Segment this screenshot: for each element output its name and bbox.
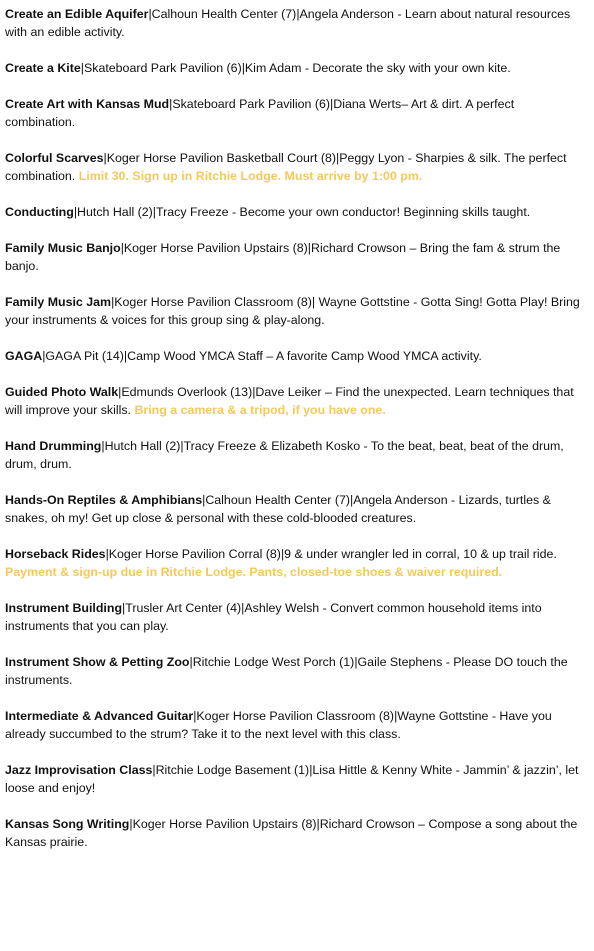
activity-location: Koger Horse Pavilion Basketball Court (8): [106, 151, 337, 165]
activity-location: Trusler Art Center (4): [125, 601, 242, 615]
activity-title: Create Art with Kansas Mud: [5, 97, 170, 111]
activity-entry: Create a Kite|Skateboard Park Pavilion (6)|Kim Adam - Decorate the sky with your own kite.: [5, 61, 511, 75]
activity-location: Ritchie Lodge Basement (1): [155, 763, 310, 777]
activity-entry: Conducting|Hutch Hall (2)|Tracy Freeze - Become your own conductor! Beginning skills taught.: [5, 205, 531, 219]
activity-title: Family Music Banjo: [5, 241, 121, 255]
activity-description: Angela Anderson - Learn about natural resources with an edible activity.: [5, 7, 571, 39]
activity-title: Instrument Building: [5, 601, 123, 615]
activity-entry: Colorful Scarves|Koger Horse Pavilion Basketball Court (8)|Peggy Lyon - Sharpies & silk. The perfect combination. Limit 30. Sign up in Ritchie Lodge. Must arrive by 1:00 pm.: [5, 151, 567, 183]
activity-title: Create an Edible Aquifer: [5, 7, 149, 21]
activity-title: Colorful Scarves: [5, 151, 104, 165]
activity-location: Koger Horse Pavilion Classroom (8): [114, 295, 312, 309]
activity-location: Skateboard Park Pavilion (6): [172, 97, 331, 111]
activity-title: GAGA: [5, 349, 43, 363]
activity-title: Family Music Jam: [5, 295, 112, 309]
activity-entry: Family Music Banjo|Koger Horse Pavilion Upstairs (8)|Richard Crowson – Bring the fam & strum the banjo.: [5, 241, 561, 273]
activity-description: Richard Crowson – Compose a song about the Kansas prairie.: [5, 817, 578, 849]
activity-description: Wayne Gottstine - Have you already succumbed to the strum? Take it to the next level with this class.: [5, 709, 552, 741]
activity-location: Hutch Hall (2): [104, 439, 181, 453]
activity-description: 9 & under wrangler led in corral, 10 & up trail ride.: [284, 547, 557, 561]
activity-description: Lisa Hittle & Kenny White - Jammin’ & jazzin’, let loose and enjoy!: [5, 763, 579, 795]
activity-location: Hutch Hall (2): [77, 205, 153, 219]
activity-title: Create a Kite: [5, 61, 81, 75]
activity-description: Tracy Freeze & Elizabeth Kosko - To the beat, beat, beat of the drum, drum, drum.: [5, 439, 564, 471]
activity-entry: Hands-On Reptiles & Amphibians|Calhoun Health Center (7)|Angela Anderson - Lizards, turtles & snakes, oh my! Get up close & personal with these cold-blooded creatures.: [5, 493, 551, 525]
activity-entry: Instrument Show & Petting Zoo|Ritchie Lodge West Porch (1)|Gaile Stephens - Please DO touch the instruments.: [5, 655, 568, 687]
activity-description: Camp Wood YMCA Staff – A favorite Camp Wood YMCA activity.: [127, 349, 482, 363]
activity-title: Instrument Show & Petting Zoo: [5, 655, 190, 669]
activity-description: Ashley Welsh - Convert common household items into instruments that you can play.: [5, 601, 542, 633]
activity-entry: Jazz Improvisation Class|Ritchie Lodge Basement (1)|Lisa Hittle & Kenny White - Jammin’ & jazzin’, let loose and enjoy!: [5, 763, 579, 795]
activity-entry: Intermediate & Advanced Guitar|Koger Horse Pavilion Classroom (8)|Wayne Gottstine - Have you already succumbed to the strum? Take it to the next level with this class.: [5, 709, 552, 741]
activity-title: Horseback Rides: [5, 547, 106, 561]
activity-description: Dave Leiker – Find the unexpected. Learn techniques that will improve your skills.: [5, 385, 574, 417]
activity-highlight-note: Bring a camera & a tripod, if you have one.: [134, 403, 386, 417]
activity-location: Koger Horse Pavilion Classroom (8): [196, 709, 395, 723]
activity-location: Calhoun Health Center (7): [151, 7, 297, 21]
activity-location: Edmunds Overlook (13): [121, 385, 253, 399]
activity-location: Koger Horse Pavilion Corral (8): [108, 547, 281, 561]
activity-location: Koger Horse Pavilion Upstairs (8): [123, 241, 308, 255]
activity-entry: Instrument Building|Trusler Art Center (4)|Ashley Welsh - Convert common household items into instruments that you can play.: [5, 601, 542, 633]
activity-location: Skateboard Park Pavilion (6): [83, 61, 242, 75]
activity-description: Kim Adam - Decorate the sky with your own kite.: [244, 61, 511, 75]
activity-description: Gaile Stephens - Please DO touch the instruments.: [5, 655, 568, 687]
activity-title: Guided Photo Walk: [5, 385, 119, 399]
activity-description: Angela Anderson - Lizards, turtles & snakes, oh my! Get up close & personal with these cold-blooded creatures.: [5, 493, 551, 525]
activity-entry: Create an Edible Aquifer|Calhoun Health Center (7)|Angela Anderson - Learn about natural resources with an edible activity.: [5, 7, 571, 39]
activity-entry: GAGA|GAGA Pit (14)|Camp Wood YMCA Staff – A favorite Camp Wood YMCA activity.: [5, 349, 482, 363]
activity-entry: Create Art with Kansas Mud|Skateboard Park Pavilion (6)|Diana Werts– Art & dirt. A perfect combination.: [5, 97, 515, 129]
activity-description: Wayne Gottstine - Gotta Sing! Gotta Play! Bring your instruments & voices for this group sing & play-along.: [5, 295, 580, 327]
activity-location: Koger Horse Pavilion Upstairs (8): [132, 817, 317, 831]
activity-title: Kansas Song Writing: [5, 817, 130, 831]
activity-description: Tracy Freeze - Become your own conductor! Beginning skills taught.: [156, 205, 531, 219]
activity-entry: Horseback Rides|Koger Horse Pavilion Corral (8)|9 & under wrangler led in corral, 10 & up trail ride. Payment & sign-up due in Ritchie Lodge. Pants, closed-toe shoes & waiver required.: [5, 547, 557, 579]
activity-title: Conducting: [5, 205, 74, 219]
activity-title: Hand Drumming: [5, 439, 102, 453]
activity-description: Richard Crowson – Bring the fam & strum the banjo.: [5, 241, 561, 273]
activity-entry: Hand Drumming|Hutch Hall (2)|Tracy Freeze & Elizabeth Kosko - To the beat, beat, beat of the drum, drum, drum.: [5, 439, 564, 471]
activity-title: Intermediate & Advanced Guitar: [5, 709, 194, 723]
activity-description: Diana Werts– Art & dirt. A perfect combination.: [5, 97, 515, 129]
activity-entry: Family Music Jam|Koger Horse Pavilion Classroom (8)| Wayne Gottstine - Gotta Sing! Gotta Play! Bring your instruments & voices for this group sing & play-along.: [5, 295, 580, 327]
activity-highlight-note: Limit 30. Sign up in Ritchie Lodge. Must arrive by 1:00 pm.: [78, 169, 423, 183]
activity-entry: Kansas Song Writing|Koger Horse Pavilion Upstairs (8)|Richard Crowson – Compose a song about the Kansas prairie.: [5, 817, 578, 849]
activity-location: GAGA Pit (14): [45, 349, 124, 363]
activity-entry: Guided Photo Walk|Edmunds Overlook (13)|Dave Leiker – Find the unexpected. Learn techniques that will improve your skills. Bring a camera & a tripod, if you have one.: [5, 385, 574, 417]
activity-title: Hands-On Reptiles & Amphibians: [5, 493, 203, 507]
activity-location: Ritchie Lodge West Porch (1): [192, 655, 355, 669]
activity-location: Calhoun Health Center (7): [205, 493, 350, 507]
activity-description: Peggy Lyon - Sharpies & silk. The perfect combination.: [5, 151, 567, 183]
activity-highlight-note: Payment & sign-up due in Ritchie Lodge. Pants, closed-toe shoes & waiver required.: [5, 565, 503, 579]
activity-title: Jazz Improvisation Class: [5, 763, 153, 777]
